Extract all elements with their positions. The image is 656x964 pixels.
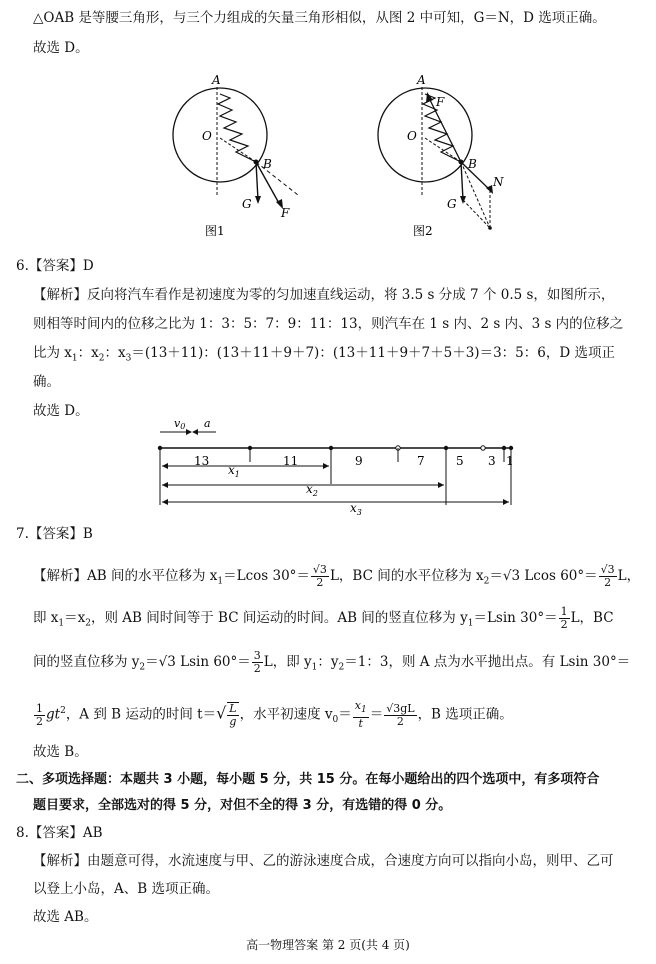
q7-answer-header: 7.【答案】B bbox=[16, 526, 93, 542]
text-run: L，BC bbox=[570, 610, 614, 626]
fraction bbox=[559, 606, 570, 631]
spring bbox=[218, 94, 256, 162]
text-run: L，BC 间的水平位移为 x bbox=[329, 568, 484, 584]
sub: 2 bbox=[98, 353, 105, 364]
label-G: G bbox=[242, 197, 252, 211]
numerator: 1 bbox=[560, 605, 568, 618]
q6-line-1: 【解析】反向将汽车看作是初速度为零的匀加速直线运动，将 3.5 s 分成 7 个 0.5 s，如图所示， bbox=[33, 287, 615, 303]
text-run: gt bbox=[46, 706, 61, 723]
fraction bbox=[227, 702, 238, 728]
text-run: ＝Lsin 30°＝ bbox=[473, 610, 558, 626]
figure-2 bbox=[365, 70, 515, 240]
section-2-heading-cont: 题目要求，全部选对的得 5 分，对但不全的得 3 分，有选错的得 0 分。 bbox=[33, 798, 452, 813]
v0-arrow-head bbox=[186, 429, 192, 435]
sub: 2 bbox=[338, 662, 345, 673]
q7-line-2 bbox=[33, 603, 614, 639]
circle bbox=[173, 88, 267, 182]
label-B: B bbox=[468, 157, 477, 171]
text-run: ，水平初速度 v bbox=[239, 706, 333, 723]
sub: 1 bbox=[467, 618, 474, 629]
arrow-head bbox=[162, 463, 168, 469]
q6-line-5: 故选 D。 bbox=[33, 403, 89, 419]
text-run: ：x bbox=[104, 345, 126, 361]
text-run: 【解析】AB 间的水平位移为 x bbox=[33, 568, 218, 584]
sub: 1 bbox=[71, 353, 78, 364]
q6-line-2: 则相等时间内的位移之比为 1：3：5：7：9：11：13，则汽车在 1 s 内、2 s 内、3 s 内的位移之 bbox=[33, 316, 624, 332]
intro-line-1: △OAB 是等腰三角形，与三个力组成的矢量三角形相似，从图 2 中可知，G＝N，D 选项正确。 bbox=[33, 10, 606, 26]
fraction bbox=[311, 564, 329, 589]
q8-line-2: 以登上小岛，A、B 选项正确。 bbox=[33, 881, 219, 897]
text-run: ＝1：3，则 A 点为水平抛出点。有 Lsin 30°＝ bbox=[344, 654, 631, 670]
text-run: ，B 选项正确。 bbox=[417, 706, 513, 723]
label-G: G bbox=[447, 197, 457, 211]
numerator: √3gL bbox=[386, 701, 415, 715]
denominator: 2 bbox=[560, 618, 568, 631]
sub: 2 bbox=[139, 662, 146, 673]
track-point bbox=[481, 446, 485, 450]
displacement-diagram bbox=[150, 418, 520, 518]
circle bbox=[378, 88, 472, 182]
arrow-head bbox=[323, 463, 329, 469]
sub: 1 bbox=[360, 705, 367, 716]
segment-label: 9 bbox=[355, 454, 363, 468]
label-x3: $x_3$ bbox=[350, 501, 362, 517]
vector-G bbox=[256, 162, 258, 200]
fraction bbox=[599, 564, 617, 589]
a-arrow-head bbox=[192, 429, 198, 435]
label-F: F bbox=[436, 95, 445, 109]
denominator: 2 bbox=[316, 576, 324, 589]
sub: 2 bbox=[483, 576, 490, 587]
fraction bbox=[353, 700, 369, 729]
q6-line-3 bbox=[33, 343, 615, 369]
text-run: 间的竖直位移为 y bbox=[33, 654, 140, 670]
arrow-head bbox=[438, 482, 444, 488]
q8-line-3: 故选 AB。 bbox=[33, 909, 98, 925]
dashed-parallelogram-1 bbox=[463, 200, 490, 228]
fraction bbox=[252, 650, 263, 675]
label-N: N bbox=[493, 175, 504, 189]
label-x2: $x_2$ bbox=[306, 482, 318, 498]
label-A: A bbox=[417, 73, 426, 87]
denominator: 2 bbox=[253, 662, 261, 675]
sub: 1 bbox=[58, 618, 65, 629]
figure-1-caption: 图1 bbox=[205, 224, 225, 238]
intro-line-2: 故选 D。 bbox=[33, 40, 89, 56]
numerator: √3 bbox=[312, 563, 327, 576]
segment-label: 1 bbox=[506, 454, 514, 468]
text-run: ，则 AB 间时间等于 BC 间运动的时间。AB 间的竖直位移为 y bbox=[91, 610, 468, 626]
segment-label: 11 bbox=[283, 454, 299, 468]
label-A: A bbox=[212, 73, 221, 87]
numerator: 1 bbox=[36, 701, 43, 715]
q6-answer-header: 6.【答案】D bbox=[16, 258, 94, 274]
radius-OB bbox=[220, 138, 256, 162]
label-O: O bbox=[407, 129, 417, 143]
sub: 3 bbox=[125, 353, 132, 364]
denominator: t bbox=[358, 716, 363, 730]
text-run: 即 x bbox=[33, 610, 59, 626]
resultant-point bbox=[488, 226, 492, 230]
text-run: ＝Lcos 30°＝ bbox=[223, 568, 310, 584]
segment-label: 3 bbox=[488, 454, 496, 468]
label-B: B bbox=[263, 157, 272, 171]
numerator-text: x bbox=[354, 699, 361, 713]
q6-line-4: 确。 bbox=[33, 374, 60, 390]
segment-label: 13 bbox=[194, 454, 210, 468]
denominator: g bbox=[229, 715, 237, 728]
figure-2-caption: 图2 bbox=[413, 224, 433, 238]
text-run: ：x bbox=[77, 345, 99, 361]
vector-G bbox=[461, 162, 463, 200]
text-run: ＝√3 Lsin 60°＝ bbox=[145, 654, 251, 670]
text-run: ，A 到 B 运动的时间 t＝ bbox=[65, 706, 217, 723]
sub: 1 bbox=[311, 662, 318, 673]
denominator: 2 bbox=[604, 576, 612, 589]
numerator: 3 bbox=[253, 649, 261, 662]
text-run: 比为 x bbox=[33, 345, 72, 361]
sup: 2 bbox=[60, 706, 66, 716]
label-a: a bbox=[204, 418, 211, 430]
q8-answer-header: 8.【答案】AB bbox=[16, 825, 103, 841]
text-run: ＝ bbox=[338, 706, 352, 723]
segment-label: 7 bbox=[417, 454, 425, 468]
numerator: L bbox=[229, 702, 237, 715]
figure-1 bbox=[160, 70, 310, 240]
q7-line-1 bbox=[33, 561, 640, 597]
text-run: ＝(13＋11)：(13＋11＋9＋7)：(13＋11＋9＋7＋5＋3)＝3：5：6，D 选项正 bbox=[131, 345, 615, 361]
label-v0: v0 bbox=[174, 418, 186, 431]
sub: 1 bbox=[217, 576, 224, 587]
page-footer: 高一物理答案 第 2 页(共 4 页) bbox=[246, 938, 410, 952]
label-x1: $x_1$ bbox=[228, 463, 240, 479]
text-run: ＝ bbox=[369, 706, 384, 723]
sqrt-sign: √ bbox=[216, 703, 227, 723]
numerator: √3 bbox=[600, 563, 615, 576]
numerator bbox=[353, 700, 369, 717]
sub: 2 bbox=[85, 618, 91, 629]
q7-line-5: 故选 B。 bbox=[33, 744, 88, 760]
arrow-head-F bbox=[426, 92, 433, 103]
fraction bbox=[34, 703, 45, 728]
arrow-head bbox=[162, 482, 168, 488]
label-O: O bbox=[202, 129, 212, 143]
text-run: ＝x bbox=[64, 610, 86, 626]
q7-line-3 bbox=[33, 647, 630, 683]
denominator: 2 bbox=[396, 714, 404, 728]
arrow-head bbox=[503, 499, 509, 505]
fraction bbox=[384, 703, 416, 728]
arrow-head bbox=[162, 499, 168, 505]
arrow-head-G bbox=[255, 196, 261, 204]
section-2-heading: 二、多项选择题：本题共 3 小题，每小题 5 分，共 15 分。在每小题给出的四个选项中，有多项符合 bbox=[16, 772, 600, 787]
text-run: ＝√3 Lcos 60°＝ bbox=[489, 568, 598, 584]
text-run: L， bbox=[617, 568, 641, 584]
q7-line-4 bbox=[33, 694, 513, 737]
dashed-diagonal bbox=[461, 162, 490, 228]
label-F: F bbox=[281, 206, 290, 220]
q8-line-1: 【解析】由题意可得，水流速度与甲、乙的游泳速度合成，合速度方向可以指向小岛，则甲、乙可 bbox=[33, 853, 614, 869]
segment-label: 5 bbox=[456, 454, 464, 468]
sub: 0 bbox=[332, 715, 339, 726]
denominator: 2 bbox=[36, 714, 43, 728]
text-run: ：y bbox=[317, 654, 339, 670]
text-run: L，即 y bbox=[263, 654, 312, 670]
